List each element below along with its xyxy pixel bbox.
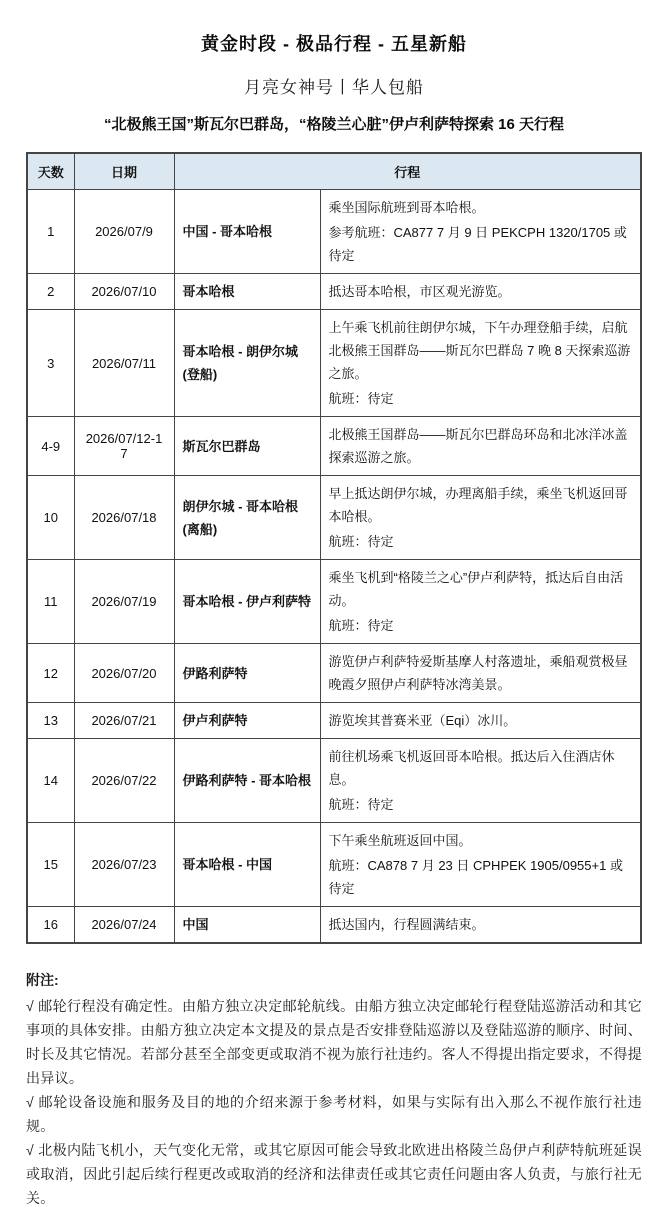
description-cell <box>320 907 641 944</box>
description-line: 乘坐国际航班到哥本哈根。 <box>328 200 485 215</box>
note-item: √ 邮轮设备设施和服务及目的地的介绍来源于参考材料，如果与实际有出入那么不视作旅行社违规。 <box>26 1094 642 1134</box>
destination-line: 朗伊尔城 - 哥本哈根 <box>182 498 299 514</box>
description-cell <box>320 417 641 476</box>
date-cell: 2026/07/22 <box>74 739 174 823</box>
description-line: 乘坐飞机到“格陵兰之心”伊卢利萨特，抵达后自由活动。 <box>328 570 624 608</box>
day-number-cell: 14 <box>27 739 74 823</box>
note-item: √ 北极内陆飞机小，天气变化无常，或其它原因可能会导致北欧进出格陵兰岛伊卢利萨特航班延误或取消，因此引起后续行程更改或取消的经济和法律责任或其它责任问题由客人负责，与旅行社无关。 <box>26 1142 642 1206</box>
description-cell <box>320 310 641 417</box>
table-header-row <box>27 153 641 190</box>
description-cell <box>320 476 641 560</box>
destination-line: 斯瓦尔巴群岛 <box>182 438 261 454</box>
destination-cell <box>174 703 320 739</box>
day-number-cell: 12 <box>27 644 74 703</box>
description-line: 下午乘坐航班返回中国。 <box>328 833 472 848</box>
day-number-cell: 1 <box>27 190 74 274</box>
itinerary-table <box>26 152 642 944</box>
destination-line: 伊路利萨特 - 哥本哈根 <box>182 773 312 788</box>
description-cell <box>320 823 641 907</box>
destination-line: 中国 - 哥本哈根 <box>182 224 273 239</box>
day-number-cell: 3 <box>27 310 74 417</box>
table-row <box>27 644 641 703</box>
description-line: 抵达国内，行程圆满结束。 <box>328 917 485 932</box>
day-number-cell: 2 <box>27 274 74 310</box>
title-itinerary: “北极熊王国”斯瓦尔巴群岛，“格陵兰心脏”伊卢利萨特探索 16 天行程 <box>103 116 565 133</box>
date-cell: 2026/07/11 <box>74 310 174 417</box>
description-cell <box>320 703 641 739</box>
destination-line: (离船) <box>182 521 218 537</box>
destination-line: (登船) <box>182 367 218 382</box>
date-cell: 2026/07/9 <box>74 190 174 274</box>
date-cell: 2026/07/12-17 <box>74 417 174 476</box>
table-row <box>27 560 641 644</box>
description-line: 游览埃其普赛米亚（Eqi）冰川。 <box>328 713 517 728</box>
description-line: 航班：待定 <box>328 618 394 633</box>
date-cell: 2026/07/20 <box>74 644 174 703</box>
destination-cell <box>174 644 320 703</box>
table-row <box>27 907 641 944</box>
table-row <box>27 739 641 823</box>
description-line: 航班：CA878 7 月 23 日 CPHPEK 1905/0955+1 或待定 <box>328 858 623 896</box>
description-cell <box>320 644 641 703</box>
date-cell: 2026/07/23 <box>74 823 174 907</box>
description-line: 航班：待定 <box>328 391 394 406</box>
column-header-itinerary: 行程 <box>174 153 641 190</box>
date-cell: 2026/07/10 <box>74 274 174 310</box>
destination-cell <box>174 739 320 823</box>
date-cell: 2026/07/24 <box>74 907 174 944</box>
table-row <box>27 190 641 274</box>
table-row <box>27 703 641 739</box>
destination-cell <box>174 310 320 417</box>
destination-line: 哥本哈根 - 朗伊尔城 <box>182 344 299 359</box>
day-number-cell: 16 <box>27 907 74 944</box>
destination-cell <box>174 823 320 907</box>
notes-heading: 附注: <box>26 972 59 988</box>
description-line: 早上抵达朗伊尔城，办理离船手续，乘坐飞机返回哥本哈根。 <box>328 486 628 524</box>
destination-cell <box>174 476 320 560</box>
day-number-cell: 10 <box>27 476 74 560</box>
description-cell <box>320 190 641 274</box>
description-cell <box>320 560 641 644</box>
destination-cell <box>174 274 320 310</box>
destination-line: 中国 <box>182 917 209 932</box>
note-item: √ 邮轮行程没有确定性。由船方独立决定邮轮航线。由船方独立决定邮轮行程登陆巡游活动和其它事项的具体安排。由船方独立决定本文提及的景点是否安排登陆巡游以及登陆巡游的顺序、时间、时长及其它情况。若部分甚至全部变更或取消不视为旅行社违约。客人不得提出指定要求，不得提出异议。 <box>26 998 642 1086</box>
column-header-date: 日期 <box>74 153 174 190</box>
notes-section <box>26 968 642 1210</box>
destination-cell <box>174 907 320 944</box>
day-number-cell: 11 <box>27 560 74 644</box>
table-row <box>27 274 641 310</box>
column-header-days: 天数 <box>27 153 74 190</box>
description-cell <box>320 739 641 823</box>
destination-line: 哥本哈根 - 伊卢利萨特 <box>182 594 312 609</box>
title-main: 黄金时段 - 极品行程 - 五星新船 <box>201 34 467 54</box>
description-line: 游览伊卢利萨特爱斯基摩人村落遗址，乘船观赏极昼晚霞夕照伊卢利萨特冰湾美景。 <box>328 654 628 692</box>
itinerary-table-body <box>27 190 641 944</box>
table-row <box>27 476 641 560</box>
destination-line: 哥本哈根 - 中国 <box>182 857 273 872</box>
table-row <box>27 823 641 907</box>
title-ship-charter: 月亮女神号丨华人包船 <box>244 78 424 97</box>
destination-line: 伊路利萨特 <box>182 665 248 681</box>
description-line: 航班：待定 <box>328 534 394 549</box>
notes-list <box>26 994 642 1210</box>
table-row <box>27 310 641 417</box>
description-line: 参考航班：CA877 7 月 9 日 PEKCPH 1320/1705 或待定 <box>328 225 627 263</box>
day-number-cell: 15 <box>27 823 74 907</box>
description-line: 航班：待定 <box>328 797 394 812</box>
date-cell: 2026/07/19 <box>74 560 174 644</box>
day-number-cell: 13 <box>27 703 74 739</box>
date-cell: 2026/07/18 <box>74 476 174 560</box>
destination-cell <box>174 417 320 476</box>
description-line: 北极熊王国群岛——斯瓦尔巴群岛环岛和北冰洋冰盖探索巡游之旅。 <box>328 427 628 465</box>
destination-cell <box>174 190 320 274</box>
destination-line: 哥本哈根 <box>182 284 235 299</box>
description-line: 抵达哥本哈根，市区观光游览。 <box>328 284 511 299</box>
table-row <box>27 417 641 476</box>
destination-line: 伊卢利萨特 <box>182 713 248 728</box>
description-line: 前往机场乘飞机返回哥本哈根。抵达后入住酒店休息。 <box>328 749 615 787</box>
date-cell: 2026/07/21 <box>74 703 174 739</box>
destination-cell <box>174 560 320 644</box>
description-line: 上午乘飞机前往朗伊尔城，下午办理登船手续，启航北极熊王国群岛——斯瓦尔巴群岛 7 晚 8 天探索巡游之旅。 <box>328 320 631 381</box>
description-cell <box>320 274 641 310</box>
day-number-cell: 4-9 <box>27 417 74 476</box>
